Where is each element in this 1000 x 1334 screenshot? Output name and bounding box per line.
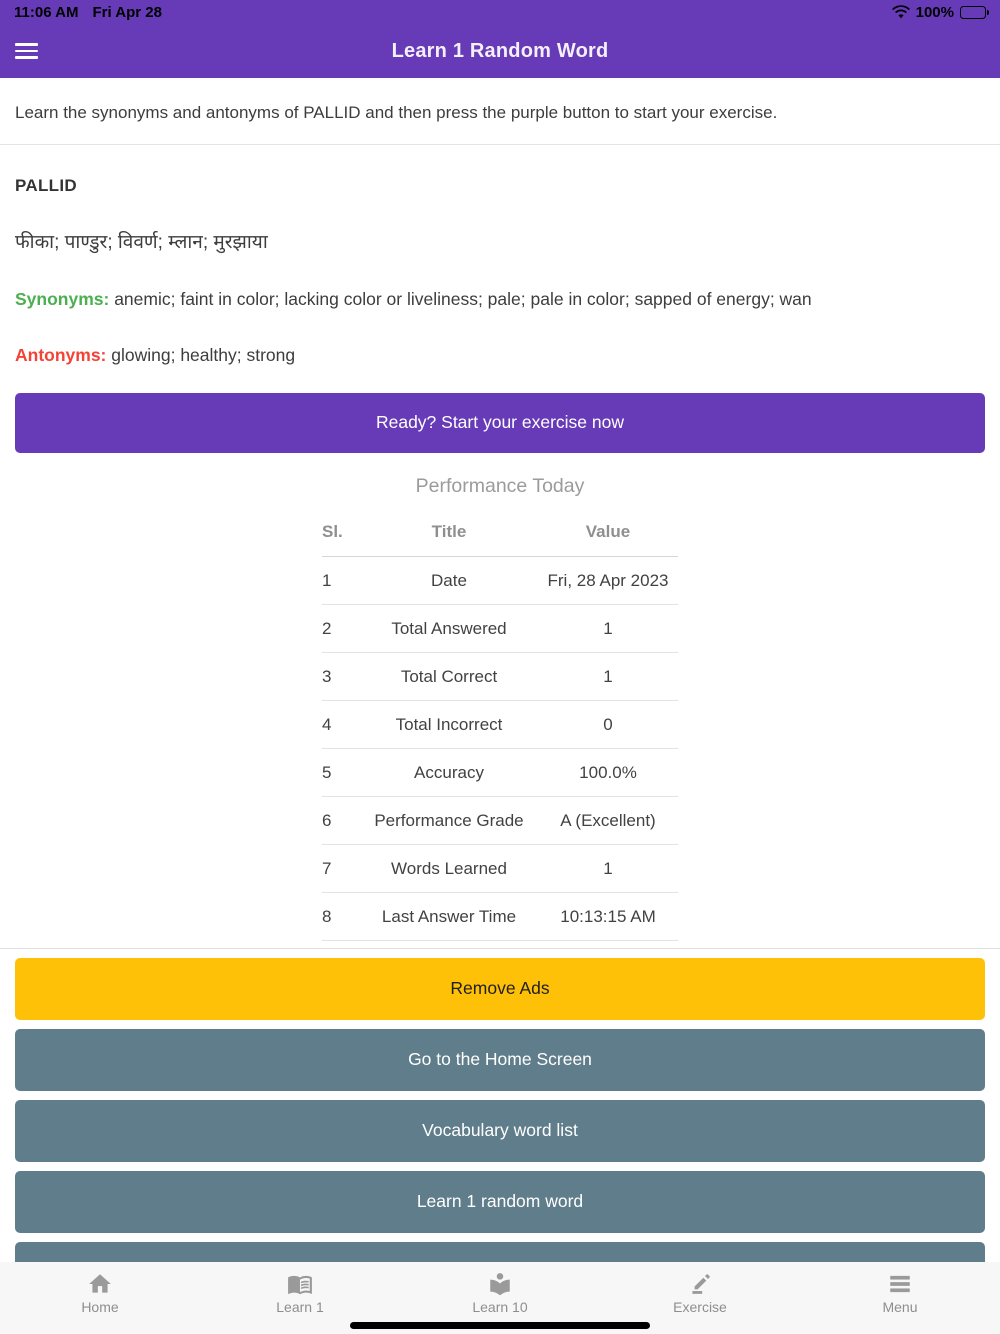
remove-ads-button[interactable]: Remove Ads — [15, 958, 985, 1020]
hamburger-menu-icon[interactable] — [15, 39, 39, 63]
cell-sl: 6 — [322, 796, 360, 844]
pencil-icon — [687, 1271, 713, 1297]
table-row — [322, 556, 678, 604]
tab-label: Learn 10 — [472, 1299, 528, 1315]
tab-label: Learn 1 — [276, 1299, 324, 1315]
vocabulary-word-list-button[interactable]: Vocabulary word list — [15, 1100, 985, 1162]
antonyms-text: glowing; healthy; strong — [106, 344, 296, 365]
cell-sl: 8 — [322, 892, 360, 940]
open-book-icon — [287, 1271, 313, 1297]
table-row — [322, 892, 678, 940]
cell-sl: 4 — [322, 700, 360, 748]
cell-value: 10:13:15 AM — [538, 892, 678, 940]
table-row — [322, 844, 678, 892]
wifi-icon — [892, 5, 910, 19]
synonyms-text: anemic; faint in color; lacking color or liveliness; pale; pale in color; sapped of energy; wan — [109, 288, 812, 309]
performance-section — [322, 475, 678, 941]
home-indicator[interactable] — [350, 1322, 650, 1329]
page-title: Learn 1 Random Word — [391, 39, 609, 62]
tab-label: Home — [81, 1299, 119, 1315]
tab-label: Exercise — [673, 1299, 727, 1315]
synonyms-line — [15, 289, 985, 310]
tab-menu[interactable] — [800, 1262, 1000, 1334]
cell-value: Fri, 28 Apr 2023 — [538, 556, 678, 604]
cell-value: 1 — [538, 604, 678, 652]
instruction-text: Learn the synonyms and antonyms of PALLID and then press the purple button to start your exercise. — [15, 103, 778, 122]
app-header — [0, 0, 1000, 78]
cell-title: Performance Grade — [360, 796, 538, 844]
cell-title: Words Learned — [360, 844, 538, 892]
cell-sl: 2 — [322, 604, 360, 652]
start-exercise-button[interactable]: Ready? Start your exercise now — [15, 393, 985, 453]
cell-value: A (Excellent) — [538, 796, 678, 844]
column-header-sl: Sl. — [322, 512, 360, 557]
cell-sl: 7 — [322, 844, 360, 892]
menu-icon — [887, 1271, 913, 1297]
performance-table — [322, 512, 678, 941]
antonyms-line — [15, 345, 985, 366]
learn-1-random-word-button[interactable]: Learn 1 random word — [15, 1171, 985, 1233]
action-buttons — [0, 949, 1000, 1304]
cell-value: 1 — [538, 844, 678, 892]
table-row — [322, 796, 678, 844]
cell-value: 0 — [538, 700, 678, 748]
home-icon — [87, 1271, 113, 1297]
column-header-title: Title — [360, 512, 538, 557]
nav-bar — [0, 24, 1000, 78]
word-term: PALLID — [15, 175, 77, 195]
cell-title: Total Correct — [360, 652, 538, 700]
cell-sl: 5 — [322, 748, 360, 796]
cell-title: Last Answer Time — [360, 892, 538, 940]
antonyms-label: Antonyms: — [15, 344, 107, 365]
status-date: Fri Apr 28 — [92, 3, 162, 21]
main-content — [0, 78, 1000, 1304]
divider — [0, 144, 1000, 145]
table-row — [322, 700, 678, 748]
tab-home[interactable] — [0, 1262, 200, 1334]
table-header-row — [322, 512, 678, 557]
performance-title: Performance Today — [415, 474, 585, 497]
cell-title: Total Incorrect — [360, 700, 538, 748]
cell-title: Total Answered — [360, 604, 538, 652]
cell-value: 100.0% — [538, 748, 678, 796]
library-icon — [487, 1271, 513, 1297]
battery-percent: 100% — [915, 3, 954, 21]
column-header-value: Value — [538, 512, 678, 557]
status-bar — [0, 0, 1000, 24]
table-row — [322, 604, 678, 652]
tab-label: Menu — [882, 1299, 918, 1315]
battery-icon — [960, 6, 986, 19]
cell-sl: 1 — [322, 556, 360, 604]
table-row — [322, 748, 678, 796]
word-translation: फीका; पाण्डुर; विवर्ण; म्लान; मुरझाया — [15, 231, 268, 253]
synonyms-label: Synonyms: — [15, 288, 110, 309]
cell-title: Accuracy — [360, 748, 538, 796]
go-home-button[interactable]: Go to the Home Screen — [15, 1029, 985, 1091]
cell-title: Date — [360, 556, 538, 604]
table-row — [322, 652, 678, 700]
cell-value: 1 — [538, 652, 678, 700]
status-time: 11:06 AM — [14, 3, 79, 21]
cell-sl: 3 — [322, 652, 360, 700]
